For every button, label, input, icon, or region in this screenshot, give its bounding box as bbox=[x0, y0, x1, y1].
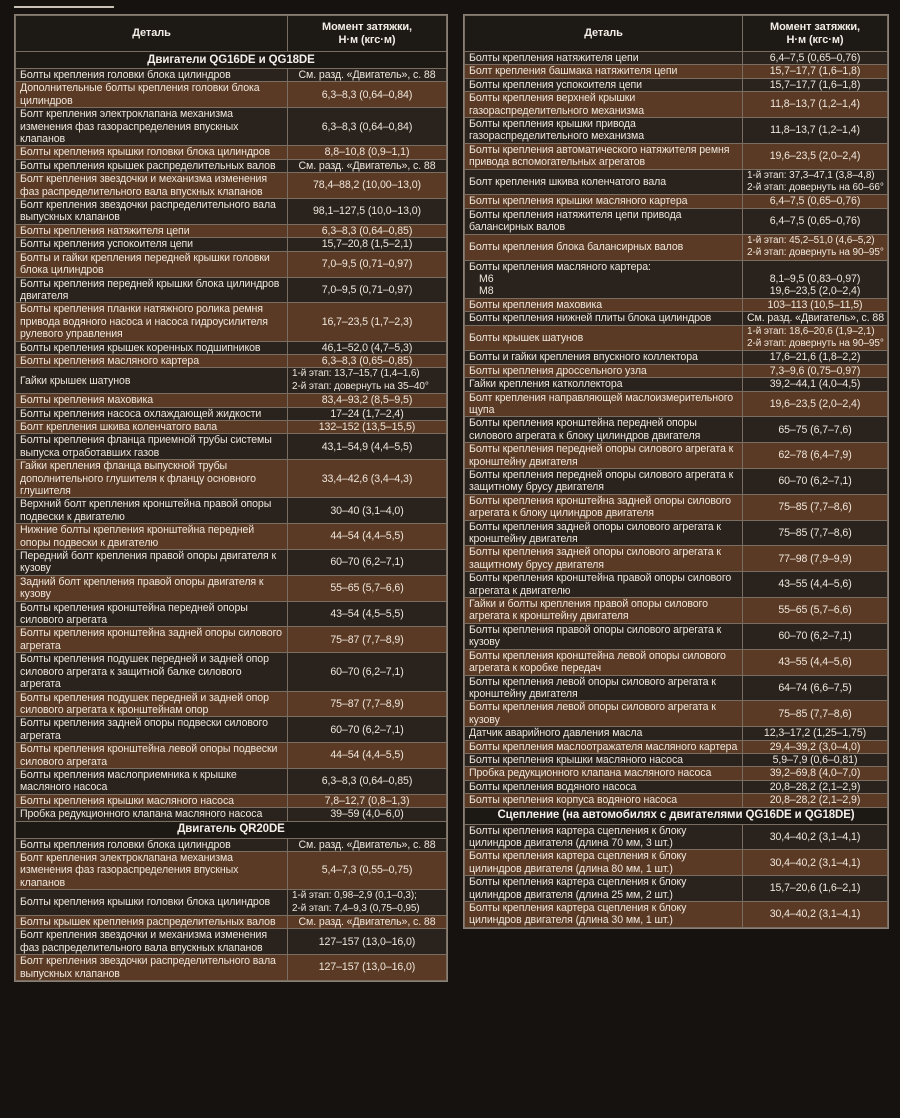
table-row bbox=[465, 364, 888, 377]
torque-cell: См. разд. «Двигатель», с. 88 bbox=[743, 312, 888, 325]
detail-cell: Датчик аварийного давления масла bbox=[465, 727, 743, 740]
table-row bbox=[465, 623, 888, 649]
table-row bbox=[16, 394, 447, 407]
detail-cell: Болты крепления левой опоры силового агрегата к кронштейну двигателя bbox=[465, 675, 743, 701]
torque-cell: 6,3–8,3 (0,64–0,85) bbox=[288, 224, 447, 237]
detail-cell: Гайки и болты крепления правой опоры силового агрегата к кронштейну двигателя bbox=[465, 598, 743, 624]
torque-cell: 7,0–9,5 (0,71–0,97) bbox=[288, 277, 447, 303]
torque-cell: 8,8–10,8 (0,9–1,1) bbox=[288, 146, 447, 159]
section-title: Двигатель QR20DE bbox=[16, 821, 447, 838]
torque-cell: 60–70 (6,2–7,1) bbox=[288, 653, 447, 691]
table-row bbox=[465, 378, 888, 391]
table-row bbox=[16, 277, 447, 303]
table-row bbox=[465, 546, 888, 572]
table-row bbox=[465, 727, 888, 740]
torque-cell: 62–78 (6,4–7,9) bbox=[743, 443, 888, 469]
torque-cell: См. разд. «Двигатель», с. 88 bbox=[288, 69, 447, 82]
detail-text: Болты крепления масляного картера: bbox=[469, 260, 651, 273]
detail-cell: Болты крепления головки блока цилиндров bbox=[16, 838, 288, 851]
torque-cell: 19,6–23,5 (2,0–2,4) bbox=[743, 143, 888, 169]
table-row bbox=[465, 876, 888, 902]
torque-cell: 6,3–8,3 (0,64–0,84) bbox=[288, 82, 447, 108]
torque-cell: 15,7–17,7 (1,6–1,8) bbox=[743, 78, 888, 91]
section-title: Двигатели QG16DE и QG18DE bbox=[16, 52, 447, 69]
torque-stage-1: 1-й этап: 0,98–2,9 (0,1–0,3); bbox=[292, 890, 417, 902]
detail-cell: Болты крепления задней опоры подвески силового агрегата bbox=[16, 717, 288, 743]
torque-stage-2: 2-й этап: довернуть на 90–95° bbox=[747, 247, 884, 259]
sub-torque-value: 19,6–23,5 (2,0–2,4) bbox=[769, 285, 861, 298]
table-row bbox=[16, 159, 447, 172]
table-row bbox=[16, 460, 447, 498]
torque-cell: 132–152 (13,5–15,5) bbox=[288, 420, 447, 433]
table-row bbox=[16, 146, 447, 159]
torque-cell: 6,4–7,5 (0,65–0,76) bbox=[743, 52, 888, 65]
left-torque-table bbox=[14, 14, 448, 982]
detail-cell: Болты и гайки крепления передней крышки головки блока цилиндров bbox=[16, 251, 288, 277]
detail-cell: Болты крепления крышек распределительных валов bbox=[16, 159, 288, 172]
detail-cell: Болты крепления маслоприемника к крышке масляного насоса bbox=[16, 768, 288, 794]
torque-cell: 44–54 (4,4–5,5) bbox=[288, 743, 447, 769]
detail-cell: Болты крепления кронштейна правой опоры силового агрегата к двигателю bbox=[465, 572, 743, 598]
table-row bbox=[16, 550, 447, 576]
detail-cell: Болт крепления звездочки распределительного вала выпускных клапанов bbox=[16, 955, 288, 981]
detail-cell: Пробка редукционного клапана масляного насоса bbox=[16, 808, 288, 821]
torque-cell: 7,3–9,6 (0,75–0,97) bbox=[743, 364, 888, 377]
torque-cell bbox=[743, 260, 888, 298]
torque-cell: 78,4–88,2 (10,00–13,0) bbox=[288, 173, 447, 199]
detail-cell: Болты крепления масляного картера bbox=[16, 354, 288, 367]
table-row bbox=[465, 753, 888, 766]
torque-cell: 17,6–21,6 (1,8–2,2) bbox=[743, 351, 888, 364]
table-row bbox=[16, 354, 447, 367]
torque-cell bbox=[288, 368, 447, 394]
table-row bbox=[16, 69, 447, 82]
detail-cell: Болты крепления передней опоры силового агрегата к защитному брусу двигателя bbox=[465, 469, 743, 495]
torque-cell: 15,7–17,7 (1,6–1,8) bbox=[743, 65, 888, 78]
table-row bbox=[465, 118, 888, 144]
torque-cell: 43–55 (4,4–5,6) bbox=[743, 649, 888, 675]
detail-cell: Болты крепления кронштейна левой опоры подвески силового агрегата bbox=[16, 743, 288, 769]
table-row bbox=[16, 794, 447, 807]
table-row bbox=[465, 143, 888, 169]
detail-cell bbox=[465, 260, 743, 298]
torque-cell: 11,8–13,7 (1,2–1,4) bbox=[743, 118, 888, 144]
table-row bbox=[16, 851, 447, 889]
torque-cell: 44–54 (4,4–5,5) bbox=[288, 524, 447, 550]
detail-cell: Болты крепления задней опоры силового агрегата к защитному брусу двигателя bbox=[465, 546, 743, 572]
torque-cell: 15,7–20,6 (1,6–2,1) bbox=[743, 876, 888, 902]
table-row bbox=[16, 955, 447, 981]
sub-detail-text: M6 bbox=[479, 272, 494, 285]
table-row bbox=[465, 298, 888, 311]
table-row bbox=[465, 701, 888, 727]
torque-cell: 6,3–8,3 (0,64–0,84) bbox=[288, 108, 447, 146]
table-row bbox=[465, 208, 888, 234]
table-row bbox=[16, 303, 447, 341]
torque-cell: 5,9–7,9 (0,6–0,81) bbox=[743, 753, 888, 766]
torque-cell bbox=[743, 325, 888, 351]
table-row bbox=[465, 520, 888, 546]
torque-cell: См. разд. «Двигатель», с. 88 bbox=[288, 838, 447, 851]
detail-cell: Болт крепления направляющей маслоизмерительного щупа bbox=[465, 391, 743, 417]
detail-cell: Болты крепления натяжителя цепи bbox=[16, 224, 288, 237]
table-row bbox=[465, 169, 888, 195]
table-row bbox=[465, 902, 888, 928]
detail-header: Деталь bbox=[465, 16, 743, 52]
detail-cell: Болты крепления кронштейна передней опоры силового агрегата к блоку цилиндров двигателя bbox=[465, 417, 743, 443]
torque-cell: 60–70 (6,2–7,1) bbox=[288, 717, 447, 743]
torque-cell: 64–74 (6,6–7,5) bbox=[743, 675, 888, 701]
torque-cell bbox=[743, 234, 888, 260]
table-row bbox=[16, 524, 447, 550]
torque-stage-2: 2-й этап: довернуть на 35–40° bbox=[292, 380, 429, 392]
table-row bbox=[16, 368, 447, 394]
torque-cell: 60–70 (6,2–7,1) bbox=[743, 623, 888, 649]
torque-cell: 6,3–8,3 (0,65–0,85) bbox=[288, 354, 447, 367]
torque-cell: 20,8–28,2 (2,1–2,9) bbox=[743, 780, 888, 793]
torque-cell: 60–70 (6,2–7,1) bbox=[743, 469, 888, 495]
table-row bbox=[16, 251, 447, 277]
detail-cell: Болт крепления шкива коленчатого вала bbox=[465, 169, 743, 195]
torque-cell: 11,8–13,7 (1,2–1,4) bbox=[743, 92, 888, 118]
detail-cell: Передний болт крепления правой опоры двигателя к кузову bbox=[16, 550, 288, 576]
torque-cell: 7,0–9,5 (0,71–0,97) bbox=[288, 251, 447, 277]
detail-cell: Болты крепления крышки головки блока цилиндров bbox=[16, 146, 288, 159]
left-table-body bbox=[16, 52, 447, 981]
torque-stage-1: 1-й этап: 45,2–51,0 (4,6–5,2) bbox=[747, 234, 875, 246]
torque-cell bbox=[743, 169, 888, 195]
torque-cell: 39,2–69,8 (4,0–7,0) bbox=[743, 767, 888, 780]
detail-cell: Болты крепления верхней крышки газораспределительного механизма bbox=[465, 92, 743, 118]
table-row bbox=[16, 653, 447, 691]
table-row bbox=[16, 808, 447, 821]
detail-cell: Гайки крепления фланца выпускной трубы дополнительного глушителя к фланцу основного глушителя bbox=[16, 460, 288, 498]
torque-cell bbox=[288, 890, 447, 916]
torque-cell: 6,4–7,5 (0,65–0,76) bbox=[743, 195, 888, 208]
table-row bbox=[16, 929, 447, 955]
detail-cell: Болты крепления картера сцепления к блоку цилиндров двигателя (длина 70 мм, 3 шт.) bbox=[465, 824, 743, 850]
table-row bbox=[465, 675, 888, 701]
torque-cell: 75–85 (7,7–8,6) bbox=[743, 494, 888, 520]
torque-blank bbox=[747, 261, 883, 273]
detail-cell: Болты крепления успокоителя цепи bbox=[16, 238, 288, 251]
detail-header: Деталь bbox=[16, 16, 288, 52]
torque-cell: 43–55 (4,4–5,6) bbox=[743, 572, 888, 598]
detail-cell: Болты крепления картера сцепления к блоку цилиндров двигателя (длина 30 мм, 1 шт.) bbox=[465, 902, 743, 928]
table-row bbox=[465, 850, 888, 876]
torque-cell: 43,1–54,9 (4,4–5,5) bbox=[288, 434, 447, 460]
table-row bbox=[465, 598, 888, 624]
torque-cell: См. разд. «Двигатель», с. 88 bbox=[288, 159, 447, 172]
torque-stage-2: 2-й этап: довернуть на 90–95° bbox=[747, 337, 884, 349]
table-row bbox=[16, 890, 447, 916]
table-row bbox=[16, 601, 447, 627]
detail-cell: Болты крепления автоматического натяжителя ремня привода вспомогательных агрегатов bbox=[465, 143, 743, 169]
header-rule bbox=[14, 6, 114, 8]
table-row bbox=[16, 238, 447, 251]
detail-cell: Болты крышек крепления распределительных валов bbox=[16, 916, 288, 929]
torque-cell: См. разд. «Двигатель», с. 88 bbox=[288, 916, 447, 929]
torque-cell: 16,7–23,5 (1,7–2,3) bbox=[288, 303, 447, 341]
table-row bbox=[465, 740, 888, 753]
table-row bbox=[465, 260, 888, 298]
torque-cell: 19,6–23,5 (2,0–2,4) bbox=[743, 391, 888, 417]
torque-cell: 43–54 (4,5–5,5) bbox=[288, 601, 447, 627]
table-row bbox=[465, 312, 888, 325]
detail-cell: Нижние болты крепления кронштейна передней опоры подвески к двигателю bbox=[16, 524, 288, 550]
torque-cell: 12,3–17,2 (1,25–1,75) bbox=[743, 727, 888, 740]
table-row bbox=[465, 649, 888, 675]
detail-cell: Болты крепления головки блока цилиндров bbox=[16, 69, 288, 82]
torque-cell: 30,4–40,2 (3,1–4,1) bbox=[743, 902, 888, 928]
torque-cell: 77–98 (7,9–9,9) bbox=[743, 546, 888, 572]
torque-cell: 30,4–40,2 (3,1–4,1) bbox=[743, 850, 888, 876]
section-row bbox=[16, 52, 447, 69]
table-row bbox=[16, 420, 447, 433]
torque-cell: 17–24 (1,7–2,4) bbox=[288, 407, 447, 420]
detail-cell: Болты крепления успокоителя цепи bbox=[465, 78, 743, 91]
detail-cell: Болты крепления подушек передней и задней опор силового агрегата к кронштейнам опор bbox=[16, 691, 288, 717]
torque-cell: 75–85 (7,7–8,6) bbox=[743, 520, 888, 546]
table-row bbox=[465, 443, 888, 469]
torque-cell: 65–75 (6,7–7,6) bbox=[743, 417, 888, 443]
table-row bbox=[465, 794, 888, 807]
detail-cell: Болты крепления подушек передней и задней опор силового агрегата к защитной балке силового агрегата bbox=[16, 653, 288, 691]
torque-cell: 75–87 (7,7–8,9) bbox=[288, 691, 447, 717]
torque-cell: 103–113 (10,5–11,5) bbox=[743, 298, 888, 311]
detail-cell: Болты крепления передней опоры силового агрегата к кронштейну двигателя bbox=[465, 443, 743, 469]
torque-stage-2: 2-й этап: довернуть на 60–66° bbox=[747, 182, 884, 194]
table-row bbox=[16, 173, 447, 199]
table-row bbox=[16, 691, 447, 717]
table-row bbox=[16, 199, 447, 225]
table-row bbox=[16, 838, 447, 851]
table-row bbox=[16, 768, 447, 794]
table-row bbox=[465, 417, 888, 443]
torque-cell: 7,8–12,7 (0,8–1,3) bbox=[288, 794, 447, 807]
detail-cell: Болты крепления картера сцепления к блоку цилиндров двигателя (длина 80 мм, 1 шт.) bbox=[465, 850, 743, 876]
torque-cell: 75–87 (7,7–8,9) bbox=[288, 627, 447, 653]
detail-cell: Болты крепления кронштейна задней опоры силового агрегата bbox=[16, 627, 288, 653]
detail-cell: Болты крепления водяного насоса bbox=[465, 780, 743, 793]
table-row bbox=[16, 82, 447, 108]
table-row bbox=[465, 65, 888, 78]
table-row bbox=[465, 780, 888, 793]
detail-cell: Болты крепления насоса охлаждающей жидкости bbox=[16, 407, 288, 420]
table-row bbox=[16, 224, 447, 237]
table-row bbox=[465, 234, 888, 260]
torque-cell: 6,3–8,3 (0,64–0,85) bbox=[288, 768, 447, 794]
detail-cell: Болты крепления фланца приемной трубы системы выпуска отработавших газов bbox=[16, 434, 288, 460]
torque-cell: 15,7–20,8 (1,5–2,1) bbox=[288, 238, 447, 251]
torque-cell: 39,2–44,1 (4,0–4,5) bbox=[743, 378, 888, 391]
detail-cell: Задний болт крепления правой опоры двигателя к кузову bbox=[16, 575, 288, 601]
table-row bbox=[16, 916, 447, 929]
detail-cell: Болты крепления маховика bbox=[16, 394, 288, 407]
torque-cell: 39–59 (4,0–6,0) bbox=[288, 808, 447, 821]
detail-cell: Болты крепления натяжителя цепи bbox=[465, 52, 743, 65]
detail-cell: Болты крышек шатунов bbox=[465, 325, 743, 351]
table-row bbox=[16, 341, 447, 354]
table-row bbox=[16, 434, 447, 460]
detail-cell: Болты крепления крышки привода газораспределительного механизма bbox=[465, 118, 743, 144]
detail-cell: Болты крепления задней опоры силового агрегата к кронштейну двигателя bbox=[465, 520, 743, 546]
sub-detail-text: M8 bbox=[479, 285, 494, 298]
detail-cell: Болты крепления передней крышки блока цилиндров двигателя bbox=[16, 277, 288, 303]
torque-cell: 55–65 (5,7–6,6) bbox=[288, 575, 447, 601]
table-row bbox=[16, 743, 447, 769]
table-row bbox=[465, 78, 888, 91]
detail-cell: Болты крепления блока балансирных валов bbox=[465, 234, 743, 260]
torque-cell: 46,1–52,0 (4,7–5,3) bbox=[288, 341, 447, 354]
torque-cell: 83,4–93,2 (8,5–9,5) bbox=[288, 394, 447, 407]
detail-cell: Гайки крышек шатунов bbox=[16, 368, 288, 394]
detail-cell: Болты крепления планки натяжного ролика ремня привода водяного насоса и насоса гидроусилителя рулевого управления bbox=[16, 303, 288, 341]
detail-cell: Болты крепления крышки масляного картера bbox=[465, 195, 743, 208]
detail-cell: Болты крепления левой опоры силового агрегата к кузову bbox=[465, 701, 743, 727]
torque-cell: 33,4–42,6 (3,4–4,3) bbox=[288, 460, 447, 498]
table-row bbox=[465, 494, 888, 520]
detail-cell: Дополнительные болты крепления головки блока цилиндров bbox=[16, 82, 288, 108]
table-row bbox=[465, 195, 888, 208]
table-row bbox=[465, 52, 888, 65]
detail-cell: Болты крепления правой опоры силового агрегата к кузову bbox=[465, 623, 743, 649]
table-row bbox=[465, 824, 888, 850]
detail-cell: Болт крепления звездочки и механизма изменения фаз распределительного вала впускных клапанов bbox=[16, 929, 288, 955]
detail-cell: Болты и гайки крепления впускного коллектора bbox=[465, 351, 743, 364]
torque-cell: 6,4–7,5 (0,65–0,76) bbox=[743, 208, 888, 234]
detail-cell: Пробка редукционного клапана масляного насоса bbox=[465, 767, 743, 780]
table-row bbox=[16, 575, 447, 601]
table-row bbox=[16, 498, 447, 524]
detail-cell: Болты крепления кронштейна левой опоры силового агрегата к коробке передач bbox=[465, 649, 743, 675]
detail-cell: Болт крепления звездочки распределительного вала выпускных клапанов bbox=[16, 199, 288, 225]
table-row bbox=[16, 407, 447, 420]
torque-stage-1: 1-й этап: 37,3–47,1 (3,8–4,8) bbox=[747, 169, 875, 181]
detail-cell: Болты крепления натяжителя цепи привода балансирных валов bbox=[465, 208, 743, 234]
detail-cell: Болты крепления крышки масляного насоса bbox=[465, 753, 743, 766]
detail-cell: Болт крепления звездочки и механизма изменения фаз распределительного вала впускных клапанов bbox=[16, 173, 288, 199]
section-title: Сцепление (на автомобилях с двигателями QG16DE и QG18DE) bbox=[465, 807, 888, 824]
right-table-body bbox=[465, 52, 888, 928]
torque-cell: 20,8–28,2 (2,1–2,9) bbox=[743, 794, 888, 807]
sub-torque-value: 8,1–9,5 (0,83–0,97) bbox=[769, 272, 861, 285]
detail-cell: Болты крепления кронштейна передней опоры силового агрегата bbox=[16, 601, 288, 627]
table-row bbox=[465, 469, 888, 495]
detail-cell: Болты крепления маслоотражателя масляного картера bbox=[465, 740, 743, 753]
torque-cell: 30,4–40,2 (3,1–4,1) bbox=[743, 824, 888, 850]
detail-cell: Болт крепления башмака натяжителя цепи bbox=[465, 65, 743, 78]
section-row bbox=[16, 821, 447, 838]
detail-cell: Болт крепления электроклапана механизма изменения фаз газораспределения впускных клапанов bbox=[16, 851, 288, 889]
detail-cell: Болты крепления корпуса водяного насоса bbox=[465, 794, 743, 807]
detail-cell: Болты крепления крышки головки блока цилиндров bbox=[16, 890, 288, 916]
torque-header: Момент затяжки, Н·м (кгс·м) bbox=[743, 16, 888, 52]
torque-cell: 29,4–39,2 (3,0–4,0) bbox=[743, 740, 888, 753]
table-row bbox=[465, 767, 888, 780]
torque-cell: 30–40 (3,1–4,0) bbox=[288, 498, 447, 524]
section-row bbox=[465, 807, 888, 824]
detail-cell: Болты крепления нижней плиты блока цилиндров bbox=[465, 312, 743, 325]
detail-cell: Болты крепления дроссельного узла bbox=[465, 364, 743, 377]
torque-stage-1: 1-й этап: 13,7–15,7 (1,4–1,6) bbox=[292, 368, 420, 380]
table-row bbox=[465, 351, 888, 364]
torque-stage-2: 2-й этап: 7,4–9,3 (0,75–0,95) bbox=[292, 902, 420, 914]
detail-cell: Верхний болт крепления кронштейна правой опоры подвески к двигателю bbox=[16, 498, 288, 524]
table-row bbox=[16, 108, 447, 146]
torque-cell: 75–85 (7,7–8,6) bbox=[743, 701, 888, 727]
right-torque-table bbox=[463, 14, 889, 929]
torque-cell: 60–70 (6,2–7,1) bbox=[288, 550, 447, 576]
detail-cell: Гайки крепления катколлектора bbox=[465, 378, 743, 391]
detail-cell: Болты крепления крышки масляного насоса bbox=[16, 794, 288, 807]
torque-header: Момент затяжки, Н·м (кгс·м) bbox=[288, 16, 447, 52]
torque-cell: 5,4–7,3 (0,55–0,75) bbox=[288, 851, 447, 889]
torque-stage-1: 1-й этап: 18,6–20,6 (1,9–2,1) bbox=[747, 325, 875, 337]
table-row bbox=[465, 572, 888, 598]
detail-cell: Болты крепления крышек коренных подшипников bbox=[16, 341, 288, 354]
detail-cell: Болт крепления электроклапана механизма изменения фаз газораспределения впускных клапанов bbox=[16, 108, 288, 146]
detail-cell: Болты крепления маховика bbox=[465, 298, 743, 311]
detail-cell: Болты крепления кронштейна задней опоры силового агрегата к блоку цилиндров двигателя bbox=[465, 494, 743, 520]
table-row bbox=[16, 627, 447, 653]
detail-cell: Болт крепления шкива коленчатого вала bbox=[16, 420, 288, 433]
torque-cell: 127–157 (13,0–16,0) bbox=[288, 929, 447, 955]
table-row bbox=[465, 92, 888, 118]
torque-cell: 98,1–127,5 (10,0–13,0) bbox=[288, 199, 447, 225]
torque-cell: 127–157 (13,0–16,0) bbox=[288, 955, 447, 981]
table-row bbox=[465, 325, 888, 351]
table-row bbox=[16, 717, 447, 743]
detail-cell: Болты крепления картера сцепления к блоку цилиндров двигателя (длина 25 мм, 2 шт.) bbox=[465, 876, 743, 902]
torque-cell: 55–65 (5,7–6,6) bbox=[743, 598, 888, 624]
table-row bbox=[465, 391, 888, 417]
